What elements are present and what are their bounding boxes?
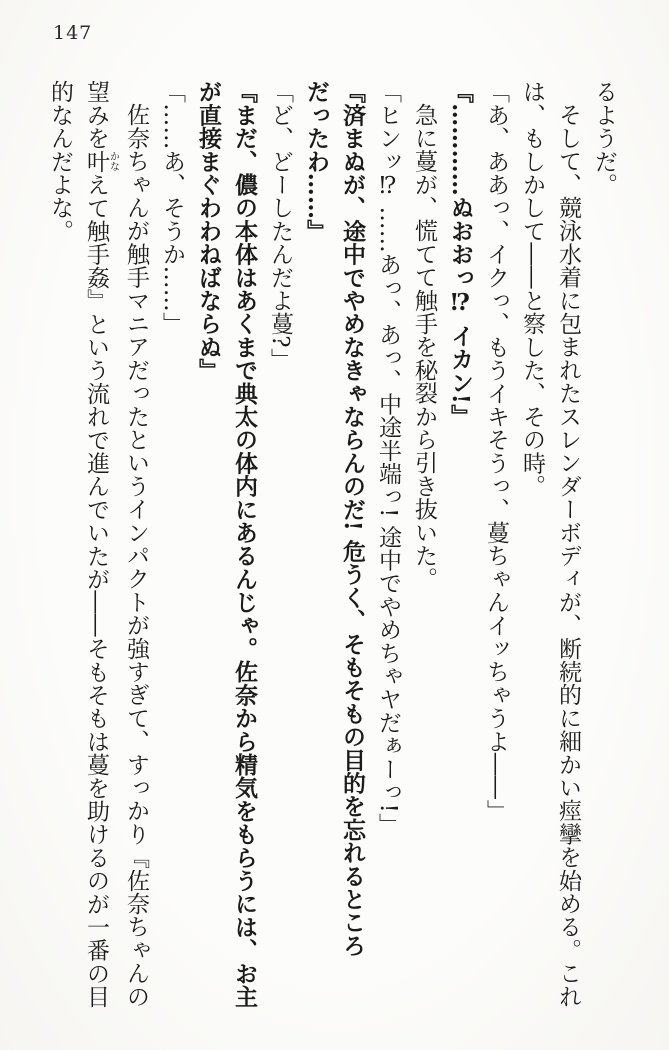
text-block: [42, 80, 622, 1015]
text-column: そして、競泳水着に包まれたスレンダーボディが、断続的に細かい痙攣を始める。これ: [555, 103, 581, 1008]
text-column: だったわ……』: [303, 80, 330, 243]
page-number: 147: [53, 22, 93, 44]
text-column: 急に蔓が、慌てて触手を秘裂から引き抜いた。: [411, 103, 437, 591]
text-column: 「……あ、そうか……」: [159, 80, 185, 336]
text-column: 佐奈ちゃんが触手マニアだったというインパクトが強すぎて、すっかり『佐奈ちゃんの: [123, 103, 149, 1008]
text-column: 的なんだよな。: [47, 80, 73, 243]
ruby-annotated-kanji: 叶かな: [83, 149, 119, 173]
text-column: 『まだ、儂の本体はあくまで典太の体内にあるんじゃ。佐奈から精気をもらうには、お主: [231, 80, 258, 1008]
text-column: るようだ。: [591, 80, 617, 196]
text-column: 『済まぬが、途中でやめなきゃならんのだ! 危うく、そもそもの目的を忘れるところ: [339, 80, 366, 957]
text-column: 望みを叶かなえて触手姦』という流れで進んでいたが――そもそもは蔓を助けるのが一番の目: [83, 80, 119, 1009]
text-column: が直接まぐわわねばならぬ』: [195, 80, 222, 382]
text-column: 『…………ぬおおっ⁉ イカン!』: [447, 80, 474, 428]
text-column: は、もしかして――と察した、その時。: [519, 80, 545, 498]
text-column: 「ど、どーしたんだよ蔓?」: [267, 80, 293, 371]
text-column: 「あ、ああっ、イクっ、もうイキそうっ、蔓ちゃんイッちゃうよ――」: [483, 80, 509, 823]
text-column: 「ヒンッ⁉ ……あっ、あっ、中途半端っ! 途中でやめちゃヤだぁーっ!」: [375, 80, 401, 837]
